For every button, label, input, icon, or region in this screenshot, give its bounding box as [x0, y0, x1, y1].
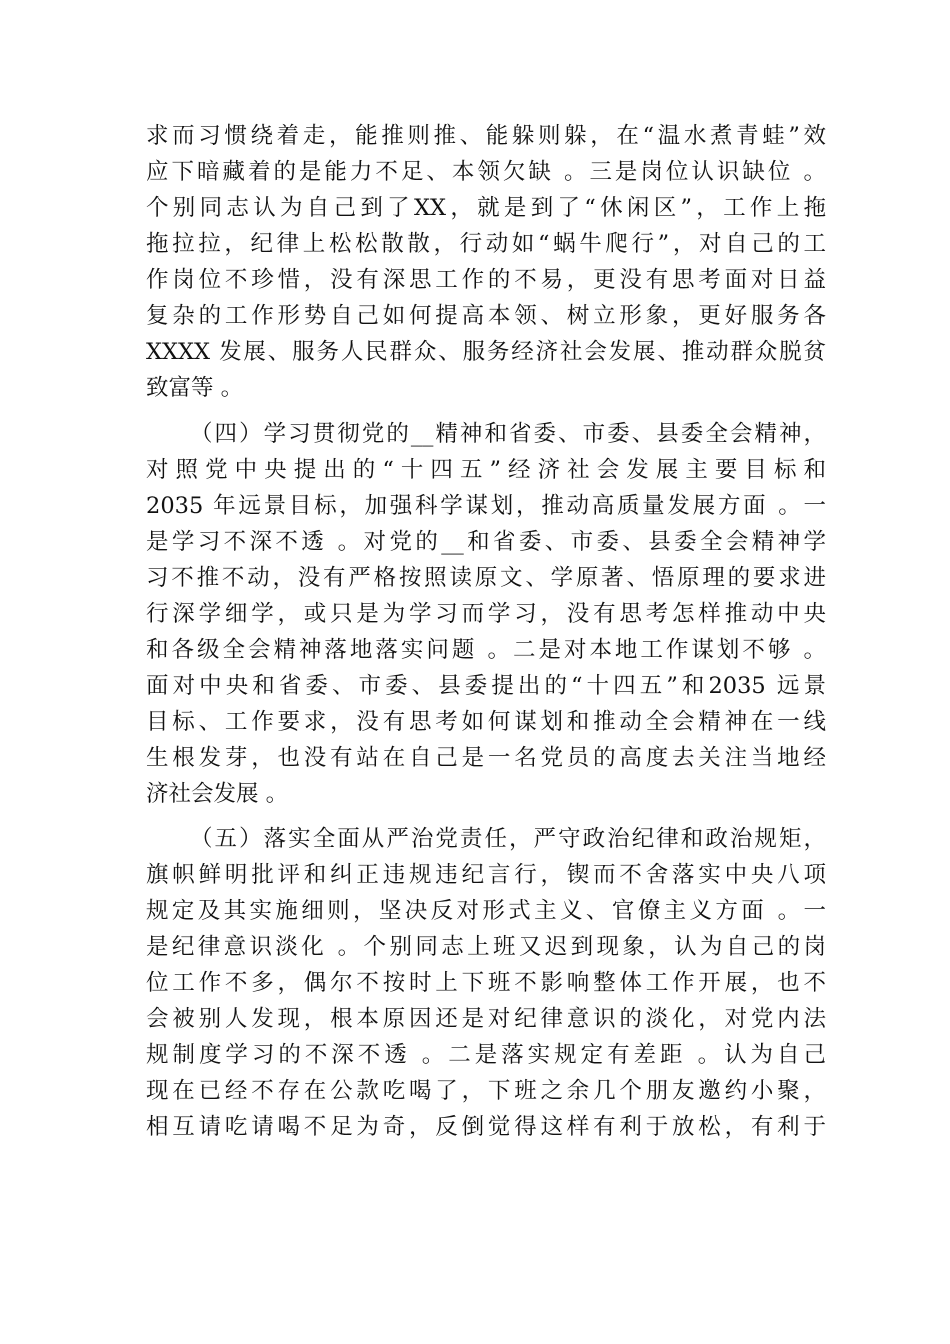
text-line: 求而习惯绕着走，能推则推、能躲则躲，在“温水煮青蛙”效: [146, 123, 826, 149]
document-body: [146, 118, 826, 1145]
text-line: 目标、工作要求，没有思考如何谋划和推动全会精神在一线: [146, 708, 826, 735]
section-heading-line: （四）学习贯彻党的__精神和省委、市委、县委全会精神，: [190, 420, 826, 447]
text-line: 致富等 。: [146, 375, 244, 401]
text-line: 旗帜鲜明批评和纠正违规违纪言行，锲而不舍落实中央八项: [146, 862, 826, 889]
text-line: 相互请吃请喝不足为奇，反倒觉得这样有利于放松，有利于: [146, 1114, 826, 1141]
paragraph-section-four: [146, 416, 826, 812]
text-line: 和各级全会精神落地落实问题 。二是对本地工作谋划不够 。: [146, 636, 826, 663]
text-line: 作岗位不珍惜，没有深思工作的不易，更没有思考面对日益: [146, 267, 826, 293]
text-line: 济社会发展 。: [146, 780, 289, 807]
text-line: 现在已经不存在公款吃喝了，下班之余几个朋友邀约小聚，: [146, 1078, 826, 1105]
text-line: 拖拉拉，纪律上松松散散，行动如“蜗牛爬行”，对自己的工: [146, 231, 826, 257]
text-line: 应下暗藏着的是能力不足、本领欠缺 。三是岗位认识缺位 。: [146, 159, 826, 185]
text-line: 会被别人发现，根本原因还是对纪律意识的淡化，对党内法: [146, 1006, 826, 1033]
text-line: 面对中央和省委、市委、县委提出的“十四五”和2035 远景: [146, 672, 826, 699]
paragraph-section-five: [146, 821, 826, 1145]
text-line: 习不推不动，没有严格按照读原文、学原著、悟原理的要求进: [146, 564, 826, 591]
paragraph-continuation: [146, 118, 826, 406]
text-line: 规定及其实施细则，坚决反对形式主义、官僚主义方面 。一: [146, 898, 826, 925]
text-line: 生根发芽，也没有站在自己是一名党员的高度去关注当地经: [146, 744, 826, 771]
text-line: 规制度学习的不深不透 。二是落实规定有差距 。认为自己: [146, 1042, 826, 1069]
text-line: 个别同志认为自己到了XX，就是到了“休闲区”，工作上拖: [146, 195, 826, 221]
text-line: 行深学细学，或只是为学习而学习，没有思考怎样推动中央: [146, 600, 826, 627]
text-line: 是学习不深不透 。对党的__和省委、市委、县委全会精神学: [146, 528, 826, 555]
text-line: 2035 年远景目标，加强科学谋划，推动高质量发展方面 。一: [146, 492, 826, 519]
text-line: 位工作不多，偶尔不按时上下班不影响整体工作开展，也不: [146, 970, 826, 997]
text-line: 复杂的工作形势自己如何提高本领、树立形象，更好服务各: [146, 303, 826, 329]
text-line: XXXX 发展、服务人民群众、服务经济社会发展、推动群众脱贫: [146, 339, 826, 365]
section-heading-line: （五）落实全面从严治党责任，严守政治纪律和政治规矩，: [190, 826, 826, 853]
text-line: 是纪律意识淡化 。个别同志上班又迟到现象，认为自己的岗: [146, 934, 826, 961]
text-line: 对照党中央提出的“十四五”经济社会发展主要目标和: [146, 456, 826, 483]
